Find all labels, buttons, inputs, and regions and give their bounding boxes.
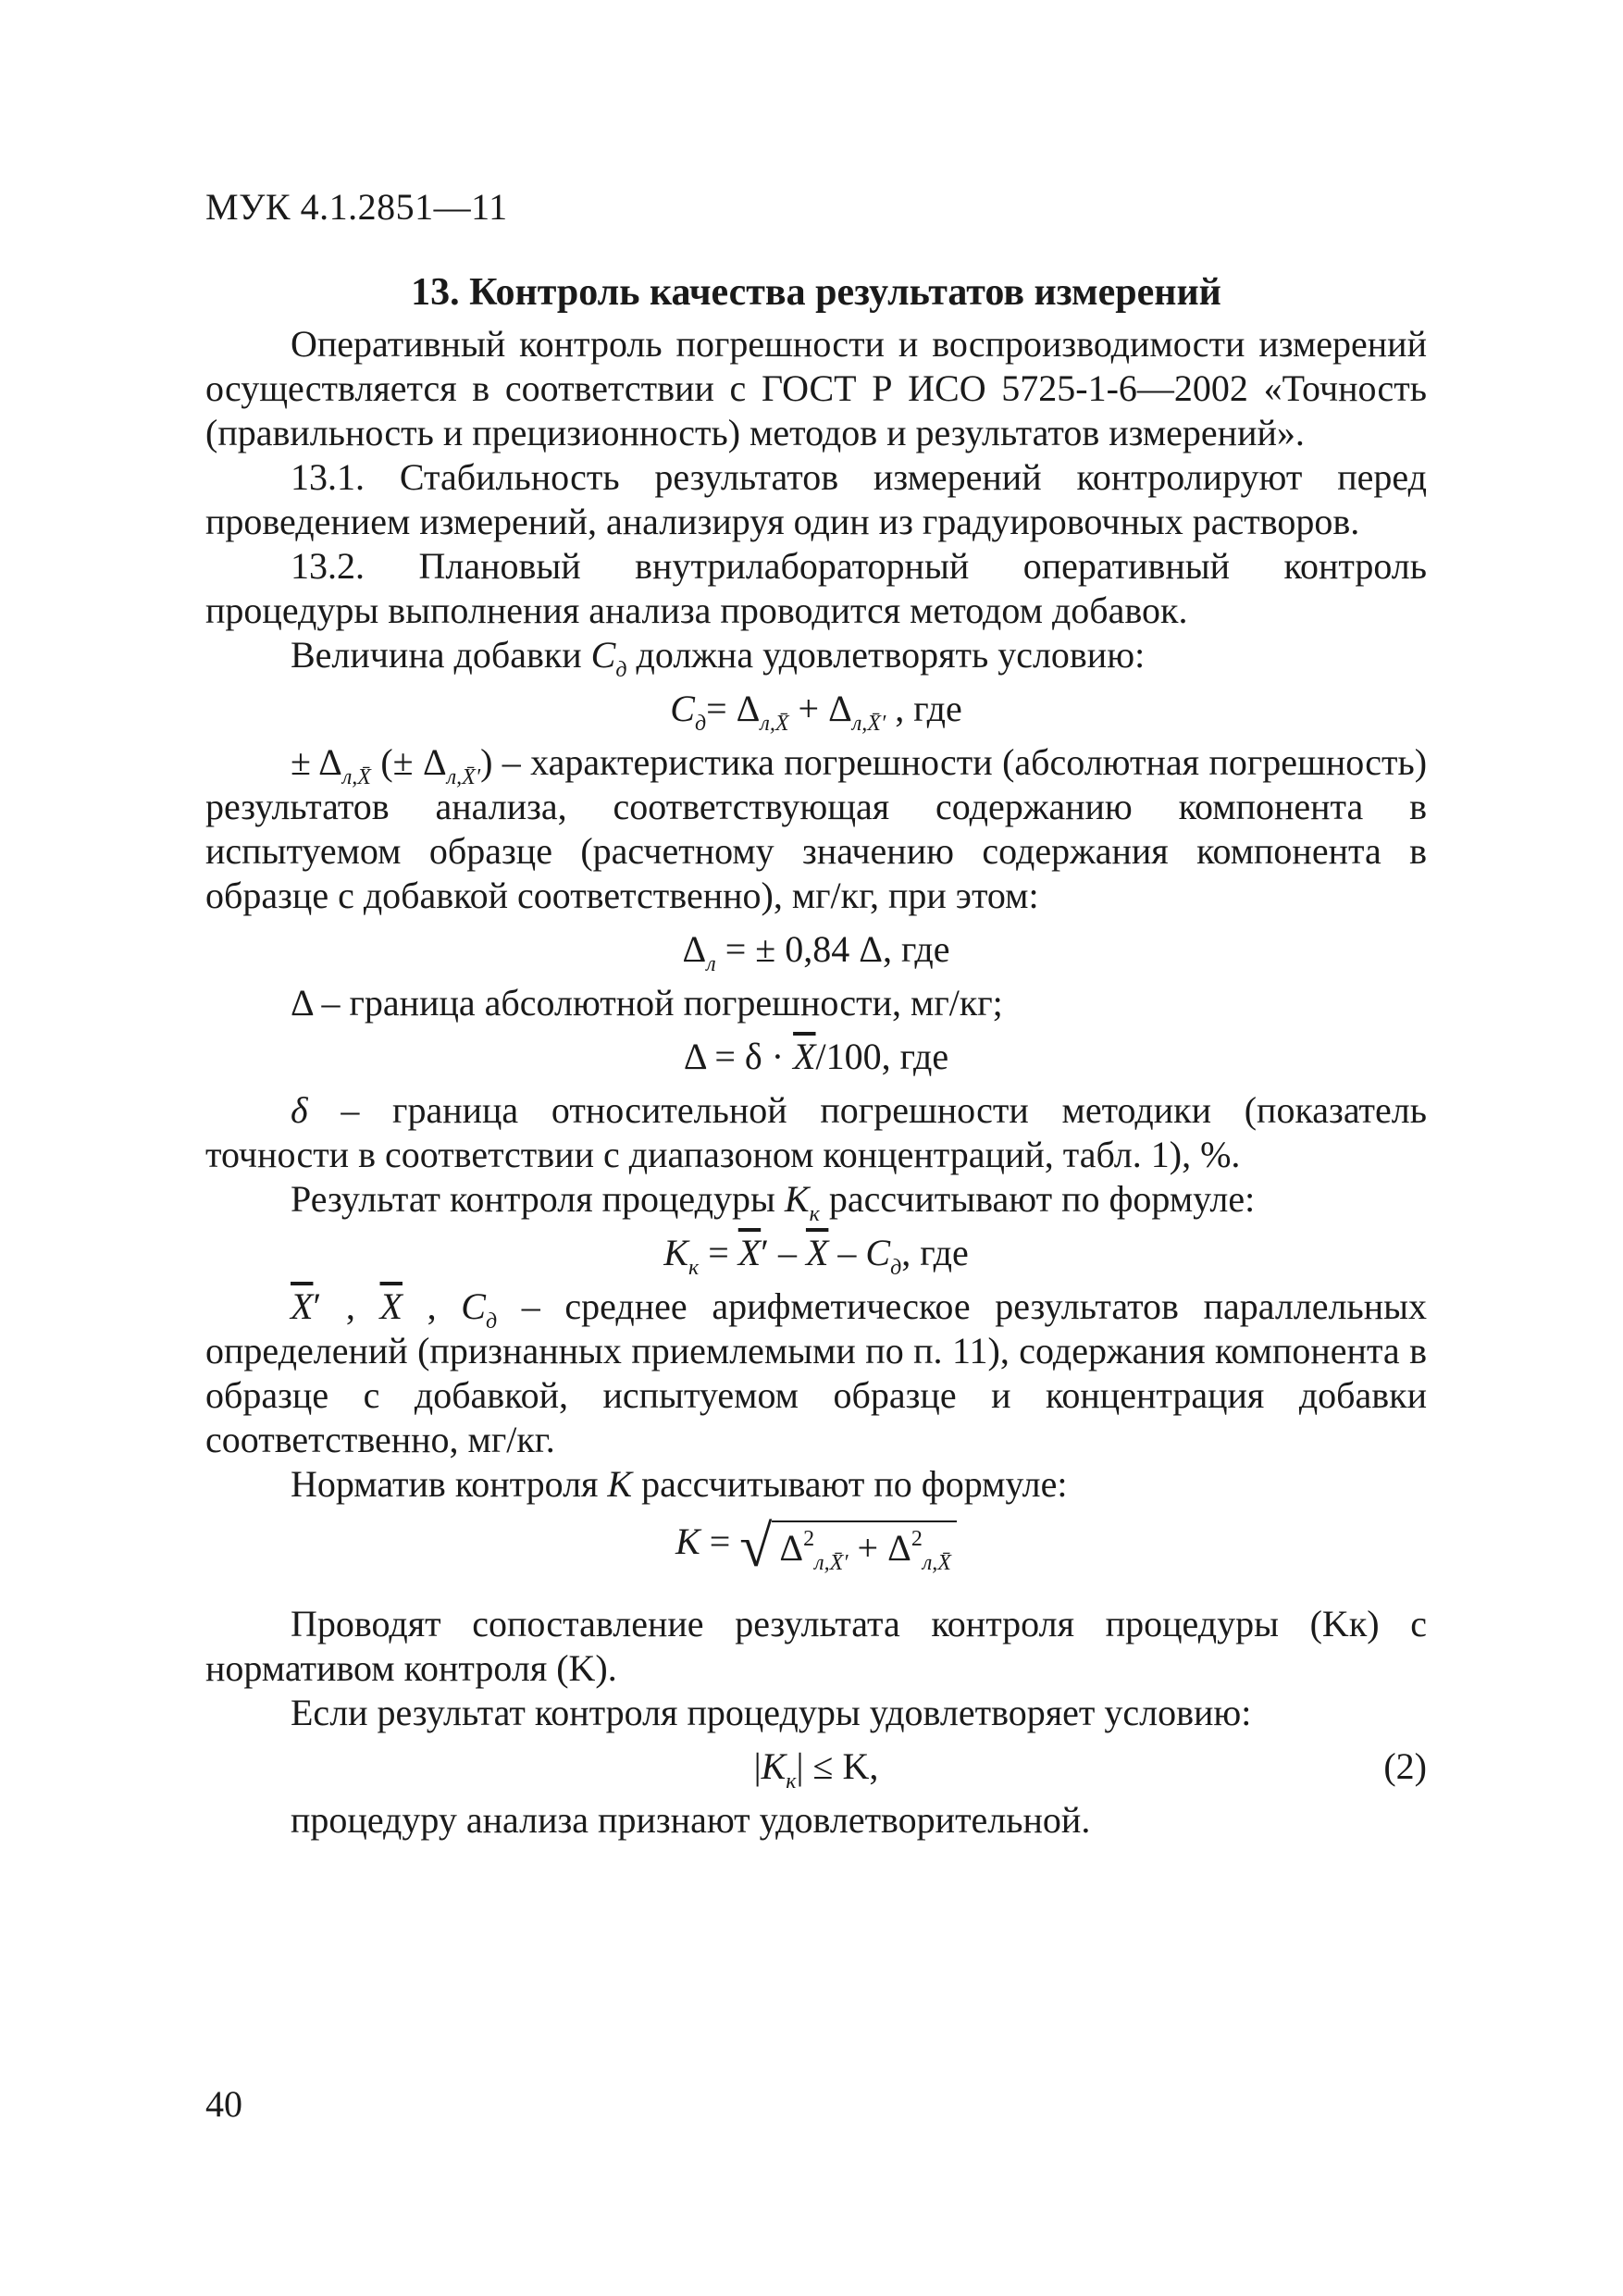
equation-number: (2): [1383, 1744, 1427, 1787]
document-code: МУК 4.1.2851—11: [205, 186, 508, 228]
equation-additive: $C_д= \Delta_{л,X̄} + \Delta_{л,X̄'}$ , где: [670, 688, 962, 736]
paragraph-intro: Оперативный контроль погрешности и воспроизводимости измерений осуществляется в соответствии с ГОСТ Р ИСО 5725-1-6—2002 «Точность (правильность и прецизионность) методов и результатов измерений».: [205, 323, 1427, 453]
paragraph-condition: Если результат контроля процедуры удовлетворяет условию:: [291, 1691, 1252, 1733]
equation-delta: $\Delta = \delta \cdot \overline{X}/100$, где: [683, 1036, 949, 1077]
paragraph-delta-definition: Δ – граница абсолютной погрешности, мг/кг;: [291, 982, 1003, 1024]
paragraph-13-1: 13.1. Стабильность результатов измерений контролируют перед проведением измерений, анализируя один из градуировочных растворов.: [205, 456, 1427, 542]
paragraph-delta-relative: δ – граница относительной погрешности методики (показатель точности в соответствии с диапазоном концентраций, табл. 1), %.: [205, 1089, 1427, 1175]
equation-k-norm: K = √ $\Delta^2_{л,X̄'} + \Delta^2_{л,X̄}$: [205, 1520, 1427, 1570]
paragraph-13-2: 13.2. Плановый внутрилабораторный оперативный контроль процедуры выполнения анализа проводится методом добавок.: [205, 545, 1427, 631]
paragraph-comparison: Проводят сопоставление результата контроля процедуры (Kк) с нормативом контроля (K).: [205, 1602, 1427, 1689]
paragraph-conclusion: процедуру анализа признают удовлетворительной.: [291, 1798, 1091, 1841]
paragraph-error-characteristic: ± $\Delta_{л,X̄}$ (± $\Delta_{л,X̄'}$) – характеристика погрешности (абсолютная погрешность) результатов анализа, соответствующая содержанию компонента в испытуемом образце (расчетному значению содержания компонента в образце с добавкой соответственно), мг/кг, при этом:: [205, 741, 1428, 916]
paragraph-variables-definition: $\overline{X}'$ , $\overline{X}$ , $C_д$ – среднее арифметическое результатов параллельных определений (признанных приемлемыми по п. 11), содержания компонента в образце с добавкой, испытуемом образце и концентрация добавки соответственно, мг/кг.: [205, 1285, 1428, 1460]
page-content: [205, 270, 1427, 1843]
equation-kk: $K_к = \overline{X}' - \overline{X} - C_д$, где: [663, 1232, 969, 1280]
equation-condition-2: $|K_к| \le K$, (2): [753, 1744, 1427, 1793]
radicand: $\Delta^2_{л,X̄'} + \Delta^2_{л,X̄}$: [772, 1520, 957, 1570]
section-title: 13. Контроль качества результатов измерений: [411, 271, 1221, 314]
paragraph-control-result: Результат контроля процедуры $K_к$ рассчитывают по формуле:: [291, 1178, 1256, 1226]
paragraph-control-norm: Норматив контроля K рассчитывают по формуле:: [291, 1463, 1068, 1505]
paragraph-additive-condition: Величина добавки $C_д$ должна удовлетворять условию:: [291, 634, 1146, 682]
equation-delta-l: $\Delta_л$ = ± 0,84 Δ, где: [682, 928, 950, 976]
square-root: √ $\Delta^2_{л,X̄'} + \Delta^2_{л,X̄}$: [739, 1520, 957, 1570]
page-number: 40: [205, 2083, 242, 2125]
